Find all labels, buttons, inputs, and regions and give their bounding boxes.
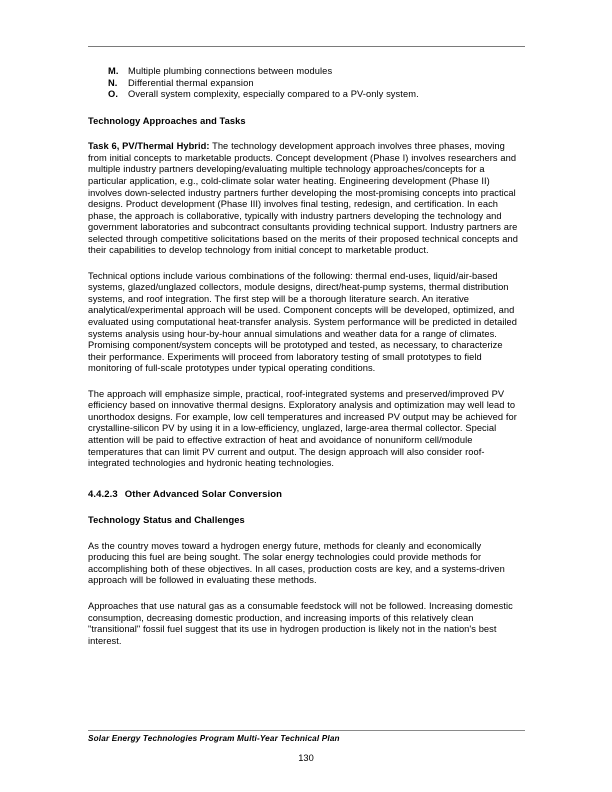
paragraph-task6	[88, 141, 522, 256]
list-item-label: Multiple plumbing connections between modules	[128, 66, 333, 76]
list-item-label: Overall system complexity, especially compared to a PV-only system.	[128, 89, 419, 100]
heading-section-4-4-2-3	[88, 489, 522, 501]
list-item	[88, 78, 522, 90]
footer-divider	[88, 730, 525, 731]
footer-title: Solar Energy Technologies Program Multi-Year Technical Plan	[88, 734, 340, 743]
header-divider	[88, 46, 525, 47]
paragraph-technical-options: Technical options include various combinations of the following: thermal end-uses, liquid/air-based systems, glazed/unglazed collectors, module designs, direct/heat-pump systems, thermal distribution systems, and roof integration. The first step will be a thorough literature search. An iterative analytical/experimental approach will be used. Component concepts will be developed, optimized, and evaluated using computational heat-transfer analysis. System performance will be predicted in detailed systems analysis using hour-by-hour annual simulations and weather data for a range of climates. Promising component/system concepts will be prototyped and tested, as necessary, to characterize their performance. Experiments will proceed from laboratory testing of small prototypes to field monitoring of full-scale prototypes under typical operating conditions.	[88, 270, 517, 374]
heading-technology-status: Technology Status and Challenges	[88, 515, 245, 526]
page-content	[88, 66, 522, 647]
section-title: Other Advanced Solar Conversion	[124, 488, 282, 500]
list-item	[88, 89, 522, 101]
page-number: 130	[298, 753, 314, 763]
section-number: 4.4.2.3	[88, 488, 118, 500]
paragraph-approach-emphasis: The approach will emphasize simple, practical, roof-integrated systems and preserved/improved PV efficiency based on innovative thermal designs. Exploratory analysis and optimization may well lead to unorthodox designs. For example, low cell temperatures and increased PV output may be achieved for crystalline-silicon PV by using it in a low-efficiency, unglazed, large-area thermal collector. Special attention will be paid to effective extraction of heat and avoidance of nonuniform cell/module temperatures that can limit PV current and output. The design approach will also consider roof-integrated technologies and hydronic heating technologies.	[88, 388, 517, 469]
list-item-marker: N.	[108, 77, 118, 88]
heading-technology-approaches: Technology Approaches and Tasks	[88, 115, 246, 126]
paragraph-hydrogen-future: As the country moves toward a hydrogen energy future, methods for cleanly and economically producing this fuel are being sought. The solar energy technologies could provide methods for accomplishing both of these objectives. In all cases, production costs are key, and a systems-driven approach will be followed in evaluating these methods.	[88, 540, 505, 586]
lettered-list	[88, 66, 522, 101]
list-item-marker: O.	[108, 89, 119, 100]
task6-body-text: The technology development approach involves three phases, moving from initial concepts to marketable products. Concept development (Phase I) involves researchers and multiple industry partners developing/evaluating multiple technology approaches/concepts for a particular application, e.g., cold-climate solar water heating. Engineering development (Phase II) involves down-selected industry partners further developing the most-promising concepts into practical designs. Product development (Phase III) involves final testing, redesign, and certification. In each phase, the approach is collaborative, typically with industry partners developing the technology and government laboratories and subcontract consultants providing technical support. Industry partners are selected through competitive solicitations based on the merits of their proposed technical concepts and their capabilities to develop technology from initial concept to marketable product.	[88, 141, 518, 256]
list-item	[88, 66, 522, 78]
list-item-marker: M.	[108, 66, 119, 76]
paragraph-natural-gas: Approaches that use natural gas as a consumable feedstock will not be followed. Increasing domestic consumption, decreasing domestic production, and increasing imports of this relatively clean "transitional" fossil fuel suggest that its use in hydrogen production is likely not in the nation's best interest.	[88, 600, 513, 646]
list-item-label: Differential thermal expansion	[128, 77, 254, 88]
task6-lead-in: Task 6, PV/Thermal Hybrid:	[88, 141, 210, 152]
